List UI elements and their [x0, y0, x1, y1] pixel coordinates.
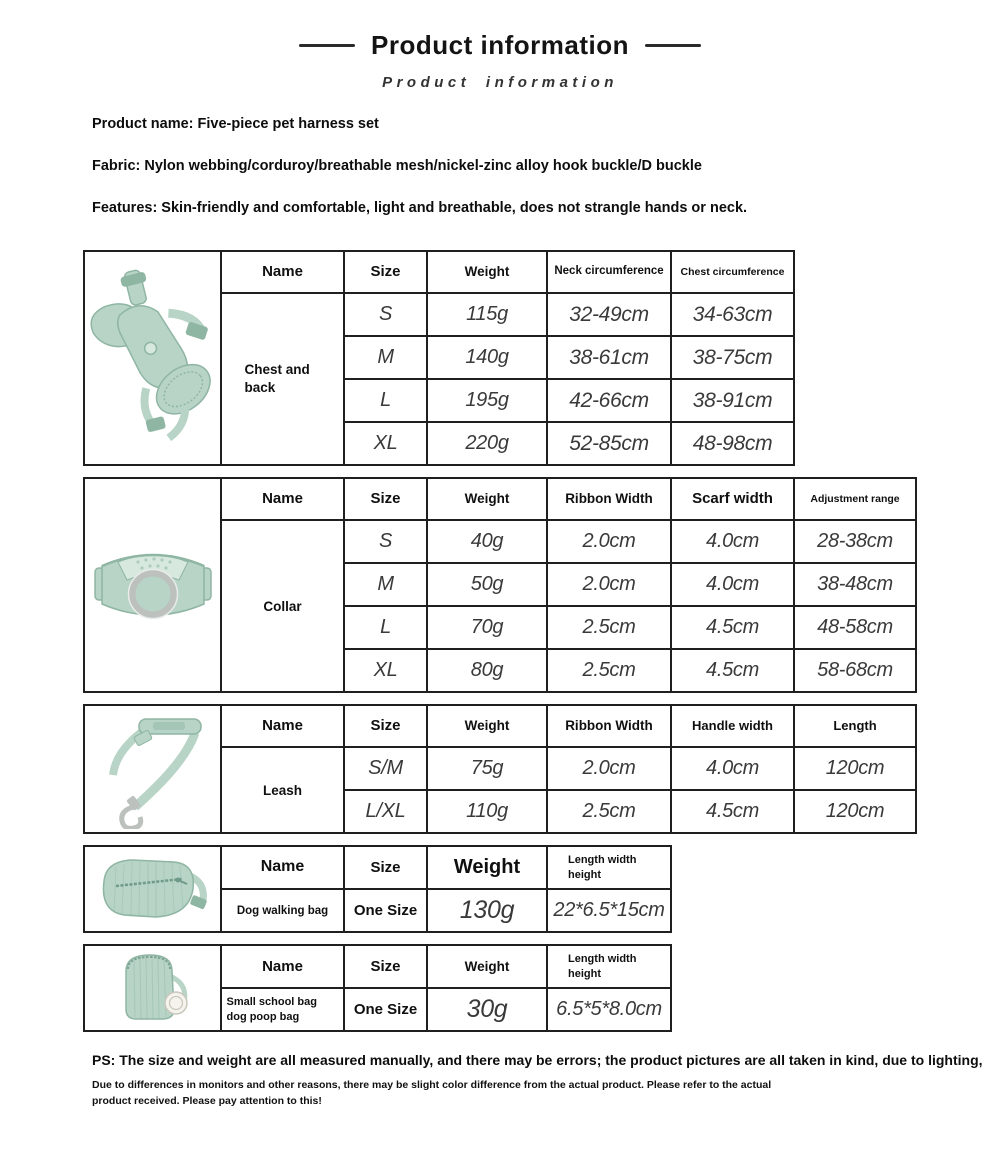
column-header-scarf-width: [672, 479, 793, 519]
column-header-ribbon-width: [548, 706, 670, 746]
product-image-cell: [85, 479, 220, 691]
column-header-weight: [428, 847, 546, 888]
column-header-label: Length width height: [568, 854, 637, 881]
spec-table-small-school-bag-dog-poop-bag: [83, 944, 672, 1032]
product-name-label: Small school bag dog poop bag: [226, 995, 317, 1023]
spec-cell: 48-58cm: [795, 607, 915, 648]
column-header-length-width-height: [548, 946, 670, 987]
spec-cell: One Size: [345, 989, 426, 1030]
page-subtitle: Product information: [382, 74, 618, 91]
spec-cell: S/M: [345, 748, 426, 789]
collar-image: [88, 518, 218, 652]
spec-cell: 4.0cm: [672, 748, 793, 789]
column-header-label: Weight: [464, 718, 510, 734]
product-name-label: Collar: [263, 598, 302, 614]
column-header-handle-width: [672, 706, 793, 746]
product-name-cell: [222, 748, 343, 832]
product-name-cell: [222, 890, 343, 931]
spec-cell: 42-66cm: [548, 380, 670, 421]
spec-table-leash: [83, 704, 917, 834]
harness-image: [87, 256, 218, 460]
column-header-chest-circumference: [672, 252, 793, 292]
spec-cell: 80g: [428, 650, 546, 691]
product-name-label: Dog walking bag: [236, 904, 329, 917]
title-dash-right: [645, 44, 701, 47]
column-header-label: Neck circumference: [554, 265, 664, 278]
spec-cell: XL: [345, 423, 426, 464]
spec-cell: M: [345, 564, 426, 605]
product-name-cell: [222, 294, 343, 464]
column-header-label: Name: [262, 717, 303, 735]
spec-cell: 50g: [428, 564, 546, 605]
column-header-size: [345, 479, 426, 519]
product-image-cell: [85, 252, 220, 464]
spec-cell: 220g: [428, 423, 546, 464]
product-fabric-line: Fabric: Nylon webbing/corduroy/breathable mesh/nickel-zinc alloy hook buckle/D buckle: [92, 158, 702, 174]
spec-cell: 2.0cm: [548, 748, 670, 789]
column-header-label: Chest circumference: [680, 265, 785, 278]
column-header-label: Size: [370, 717, 401, 735]
column-header-label: Size: [370, 858, 401, 876]
column-header-weight: [428, 252, 546, 292]
spec-cell: 120cm: [795, 748, 915, 789]
column-header-label: Name: [262, 263, 303, 281]
column-header-label: Ribbon Width: [565, 491, 653, 507]
column-header-label: Weight: [464, 491, 510, 507]
spec-cell: 140g: [428, 337, 546, 378]
spec-table-chest-and-back: [83, 250, 795, 466]
spec-cell: S: [345, 521, 426, 562]
column-header-size: [345, 706, 426, 746]
spec-cell: One Size: [345, 890, 426, 931]
leash-image: [89, 709, 217, 829]
spec-cell: 130g: [428, 890, 546, 931]
spec-cell: 32-49cm: [548, 294, 670, 335]
spec-tables-container: [83, 250, 1000, 1032]
column-header-name: [222, 479, 343, 519]
column-header-label: Length width height: [568, 953, 637, 980]
spec-cell: 58-68cm: [795, 650, 915, 691]
product-name-line: Product name: Five-piece pet harness set: [92, 116, 379, 132]
column-header-name: [222, 252, 343, 292]
column-header-size: [345, 946, 426, 987]
column-header-label: Weight: [464, 958, 510, 974]
spec-cell: XL: [345, 650, 426, 691]
column-header-label: Size: [370, 263, 401, 281]
spec-cell: 34-63cm: [672, 294, 793, 335]
column-header-ribbon-width: [548, 479, 670, 519]
column-header-name: [222, 946, 343, 987]
spec-cell: 195g: [428, 380, 546, 421]
column-header-label: Weight: [453, 856, 521, 878]
product-name-label: Chest and back: [244, 362, 310, 395]
spec-cell: S: [345, 294, 426, 335]
spec-cell: 6.5*5*8.0cm: [548, 989, 670, 1030]
product-image-cell: [85, 847, 220, 931]
footer-note-line: Due to differences in monitors and other reasons, there may be slight color difference from the actual product. Please refer to the actual product received. Please pay attention to this!: [92, 1079, 772, 1108]
title-dash-left: [299, 44, 355, 47]
spec-cell: 2.0cm: [548, 521, 670, 562]
column-header-label: Size: [370, 490, 401, 508]
column-header-label: Length: [833, 717, 877, 733]
poop-bag-image: [90, 947, 216, 1029]
product-image-cell: [85, 706, 220, 832]
column-header-neck-circumference: [548, 252, 670, 292]
spec-cell: 120cm: [795, 791, 915, 832]
column-header-label: Name: [262, 957, 303, 975]
spec-cell: 70g: [428, 607, 546, 648]
column-header-label: Scarf width: [692, 490, 773, 508]
spec-table-dog-walking-bag: [83, 845, 672, 933]
spec-cell: L: [345, 607, 426, 648]
column-header-label: Adjustment range: [810, 492, 900, 505]
column-header-name: [222, 847, 343, 888]
product-name-label: Leash: [262, 782, 303, 798]
column-header-size: [345, 847, 426, 888]
spec-table-collar: [83, 477, 917, 693]
spec-cell: 38-48cm: [795, 564, 915, 605]
spec-cell: 40g: [428, 521, 546, 562]
spec-cell: 75g: [428, 748, 546, 789]
spec-cell: 115g: [428, 294, 546, 335]
column-header-label: Handle width: [692, 717, 773, 733]
column-header-weight: [428, 479, 546, 519]
spec-cell: M: [345, 337, 426, 378]
column-header-length-width-height: [548, 847, 670, 888]
spec-cell: 4.5cm: [672, 650, 793, 691]
column-header-label: Ribbon Width: [565, 718, 653, 734]
spec-cell: 4.0cm: [672, 564, 793, 605]
product-features-line: Features: Skin-friendly and comfortable, light and breathable, does not strangle hands or neck.: [92, 200, 748, 216]
walking-bag-image: [88, 849, 218, 929]
column-header-adjustment-range: [795, 479, 915, 519]
spec-cell: 38-91cm: [672, 380, 793, 421]
spec-cell: 2.5cm: [548, 650, 670, 691]
page-footer: [92, 1052, 1000, 1110]
spec-cell: 110g: [428, 791, 546, 832]
product-intro: [92, 116, 1000, 216]
spec-cell: L: [345, 380, 426, 421]
page-header: [0, 0, 1000, 61]
column-header-name: [222, 706, 343, 746]
column-header-label: Size: [370, 957, 401, 975]
spec-cell: 52-85cm: [548, 423, 670, 464]
spec-cell: 22*6.5*15cm: [548, 890, 670, 931]
column-header-size: [345, 252, 426, 292]
spec-cell: 4.5cm: [672, 791, 793, 832]
spec-cell: 4.0cm: [672, 521, 793, 562]
product-name-cell: [222, 521, 343, 691]
column-header-weight: [428, 946, 546, 987]
product-image-cell: [85, 946, 220, 1030]
spec-cell: 38-75cm: [672, 337, 793, 378]
page-title: Product information: [371, 30, 629, 60]
spec-cell: 2.0cm: [548, 564, 670, 605]
spec-cell: 38-61cm: [548, 337, 670, 378]
column-header-length: [795, 706, 915, 746]
spec-cell: 2.5cm: [548, 791, 670, 832]
column-header-label: Name: [260, 858, 305, 876]
column-header-weight: [428, 706, 546, 746]
column-header-label: Weight: [464, 264, 510, 280]
spec-cell: 30g: [428, 989, 546, 1030]
spec-cell: 2.5cm: [548, 607, 670, 648]
spec-cell: L/XL: [345, 791, 426, 832]
spec-cell: 4.5cm: [672, 607, 793, 648]
product-name-cell: [222, 989, 343, 1030]
footer-ps-line: PS: The size and weight are all measured manually, and there may be errors; the product pictures are all taken in kind, due to lighting,: [92, 1052, 983, 1068]
spec-cell: 48-98cm: [672, 423, 793, 464]
column-header-label: Name: [262, 490, 303, 508]
spec-cell: 28-38cm: [795, 521, 915, 562]
